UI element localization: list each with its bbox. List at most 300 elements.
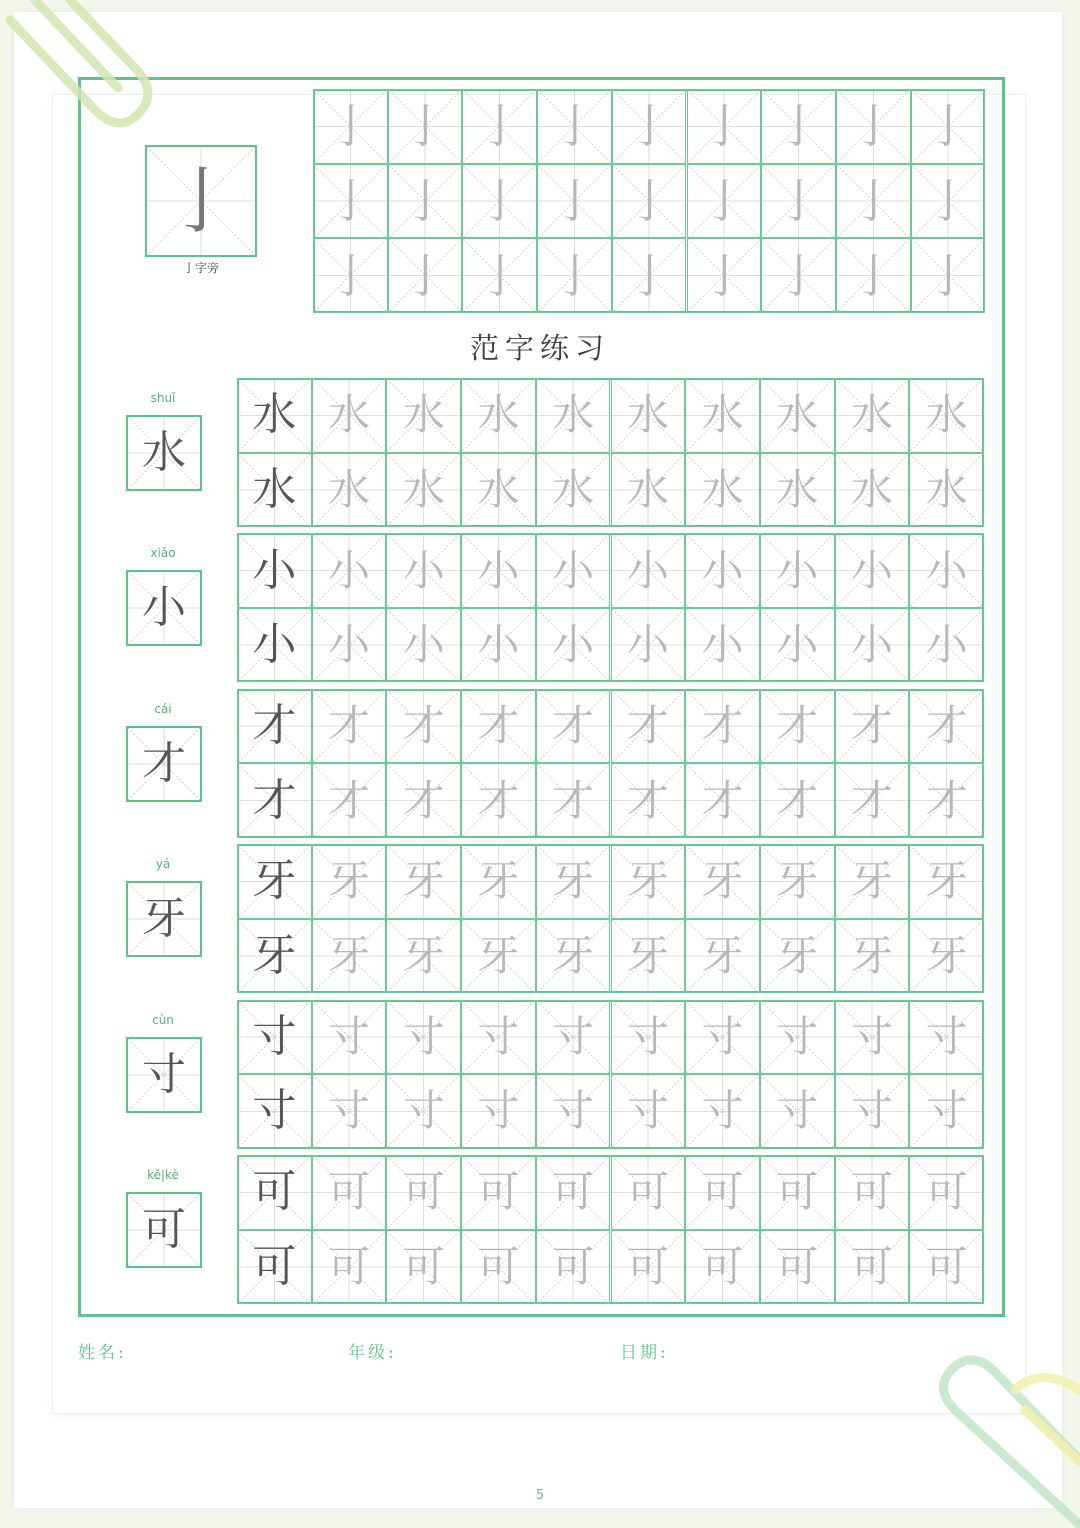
practice-cell [386, 689, 461, 764]
trace-char: 水 [328, 464, 371, 514]
trace-char: 才 [626, 701, 669, 751]
practice-cell [685, 1230, 760, 1305]
radical-trace-char: 亅 [476, 174, 523, 229]
practice-cell [461, 1155, 536, 1230]
trace-char: 牙 [850, 856, 893, 906]
practice-cell [835, 378, 910, 453]
trace-char: 可 [328, 1241, 371, 1291]
practice-cell [835, 763, 910, 838]
practice-cell [909, 533, 984, 608]
practice-cell [237, 1230, 312, 1305]
trace-char: 牙 [477, 856, 520, 906]
radical-trace-char: 亅 [700, 174, 747, 229]
trace-char: 小 [477, 620, 520, 670]
trace-char: 寸 [776, 1086, 819, 1136]
practice-cell [909, 1000, 984, 1075]
model-char: 牙 [252, 929, 297, 981]
practice-cell [835, 1230, 910, 1305]
trace-char: 可 [552, 1241, 595, 1291]
practice-cell [611, 608, 686, 683]
practice-cell [685, 453, 760, 528]
practice-cell [237, 844, 312, 919]
trace-char: 小 [552, 620, 595, 670]
trace-char: 小 [701, 545, 744, 595]
pinyin-label: kě|kè [147, 1168, 179, 1182]
practice-cell [611, 453, 686, 528]
model-char: 寸 [252, 1010, 297, 1062]
practice-cell [461, 453, 536, 528]
radical-trace-char: 亅 [551, 99, 598, 154]
trace-char: 寸 [850, 1086, 893, 1136]
practice-cell [611, 1074, 686, 1149]
practice-cell [237, 378, 312, 453]
radical-trace-char: 亅 [850, 174, 897, 229]
practice-cell [388, 164, 463, 239]
practice-cell [909, 608, 984, 683]
practice-cell [909, 919, 984, 994]
practice-cell [237, 608, 312, 683]
trace-char: 牙 [776, 856, 819, 906]
practice-cell [611, 844, 686, 919]
practice-cell [909, 1155, 984, 1230]
practice-cell [611, 1230, 686, 1305]
example-char: 可 [142, 1204, 186, 1255]
practice-cell [835, 1074, 910, 1149]
radical-trace-char: 亅 [775, 99, 822, 154]
radical-trace-char: 亅 [402, 174, 449, 229]
trace-char: 可 [477, 1167, 520, 1217]
practice-cell [312, 844, 387, 919]
practice-cell [462, 89, 537, 164]
trace-char: 牙 [701, 930, 744, 980]
page-number: 5 [535, 1488, 545, 1503]
practice-cell [237, 763, 312, 838]
radical-trace-char: 亅 [626, 174, 673, 229]
trace-char: 小 [402, 620, 445, 670]
practice-cell [388, 238, 463, 313]
trace-char: 水 [552, 390, 595, 440]
trace-char: 可 [776, 1167, 819, 1217]
practice-cell [611, 533, 686, 608]
trace-char: 牙 [701, 856, 744, 906]
practice-cell [687, 89, 762, 164]
trace-char: 牙 [925, 856, 968, 906]
radical-trace-char: 亅 [327, 99, 374, 154]
practice-cell [835, 919, 910, 994]
trace-char: 可 [626, 1241, 669, 1291]
practice-cell [911, 238, 986, 313]
practice-cell [312, 919, 387, 994]
practice-cell [386, 844, 461, 919]
practice-cell [386, 1074, 461, 1149]
practice-cell [760, 608, 835, 683]
trace-char: 水 [552, 464, 595, 514]
practice-cell [312, 689, 387, 764]
practice-cell [685, 608, 760, 683]
trace-char: 牙 [402, 856, 445, 906]
practice-cell [909, 844, 984, 919]
practice-cell [536, 689, 611, 764]
trace-char: 寸 [402, 1086, 445, 1136]
model-char: 水 [252, 389, 297, 441]
practice-cell [911, 89, 986, 164]
trace-char: 水 [850, 390, 893, 440]
trace-char: 寸 [477, 1011, 520, 1061]
example-char-box [126, 415, 202, 491]
practice-cell [461, 378, 536, 453]
trace-char: 水 [626, 464, 669, 514]
practice-cell [386, 763, 461, 838]
practice-cell [537, 89, 612, 164]
trace-char: 寸 [925, 1011, 968, 1061]
model-char: 才 [252, 700, 297, 752]
practice-cell [685, 378, 760, 453]
trace-char: 小 [925, 620, 968, 670]
practice-cell [312, 763, 387, 838]
practice-cell [835, 453, 910, 528]
date-label: 日期: [620, 1343, 669, 1363]
practice-cell [611, 1155, 686, 1230]
trace-char: 小 [776, 620, 819, 670]
practice-cell [760, 378, 835, 453]
practice-cell [386, 1230, 461, 1305]
trace-char: 小 [328, 545, 371, 595]
trace-char: 可 [626, 1167, 669, 1217]
example-char: 小 [142, 582, 186, 634]
trace-char: 水 [701, 390, 744, 440]
radical-char: 亅 [164, 159, 237, 243]
trace-char: 可 [925, 1167, 968, 1217]
practice-cell [760, 1074, 835, 1149]
radical-trace-char: 亅 [924, 248, 971, 303]
trace-char: 牙 [850, 930, 893, 980]
pinyin-label: cùn [152, 1012, 174, 1027]
trace-char: 才 [328, 701, 371, 751]
trace-char: 才 [552, 775, 595, 825]
practice-cell [386, 1155, 461, 1230]
trace-char: 可 [402, 1241, 445, 1291]
trace-char: 水 [776, 390, 819, 440]
trace-char: 水 [328, 390, 371, 440]
practice-cell [462, 164, 537, 239]
pinyin-label: shuǐ [150, 391, 176, 405]
trace-char: 牙 [402, 930, 445, 980]
practice-cell [536, 608, 611, 683]
practice-cell [312, 1155, 387, 1230]
trace-char: 可 [850, 1241, 893, 1291]
practice-cell [611, 919, 686, 994]
trace-char: 水 [402, 464, 445, 514]
trace-char: 才 [402, 701, 445, 751]
trace-char: 寸 [477, 1086, 520, 1136]
section-title: 范字练习 [469, 331, 610, 365]
radical-trace-char: 亅 [626, 248, 673, 303]
practice-cell [312, 1000, 387, 1075]
practice-cell [237, 1000, 312, 1075]
trace-char: 可 [776, 1241, 819, 1291]
practice-cell [237, 919, 312, 994]
trace-char: 可 [328, 1167, 371, 1217]
trace-char: 水 [925, 390, 968, 440]
trace-char: 水 [776, 464, 819, 514]
practice-cell [687, 238, 762, 313]
trace-char: 水 [925, 464, 968, 514]
radical-trace-char: 亅 [924, 174, 971, 229]
practice-cell [536, 453, 611, 528]
trace-char: 牙 [626, 856, 669, 906]
model-char: 牙 [252, 855, 297, 907]
pinyin-label: xiǎo [150, 546, 176, 561]
practice-cell [612, 164, 687, 239]
radical-example-cell [145, 145, 257, 257]
practice-cell [461, 608, 536, 683]
example-char-box [126, 1192, 202, 1268]
example-char: 牙 [142, 893, 186, 945]
trace-char: 牙 [776, 930, 819, 980]
example-char: 才 [142, 737, 186, 789]
model-char: 才 [252, 774, 297, 826]
trace-char: 小 [402, 545, 445, 595]
practice-cell [611, 378, 686, 453]
example-char-box [126, 1037, 202, 1113]
trace-char: 寸 [850, 1011, 893, 1061]
trace-char: 牙 [477, 930, 520, 980]
practice-cell [313, 238, 388, 313]
trace-char: 可 [850, 1167, 893, 1217]
radical-trace-char: 亅 [551, 174, 598, 229]
practice-cell [687, 164, 762, 239]
practice-cell [386, 533, 461, 608]
trace-char: 寸 [626, 1011, 669, 1061]
trace-char: 才 [850, 775, 893, 825]
practice-cell [836, 164, 911, 239]
trace-char: 才 [552, 701, 595, 751]
practice-cell [760, 844, 835, 919]
radical-trace-char: 亅 [551, 248, 598, 303]
trace-char: 小 [626, 545, 669, 595]
practice-cell [685, 1155, 760, 1230]
trace-char: 水 [477, 464, 520, 514]
practice-cell [611, 763, 686, 838]
practice-cell [685, 1000, 760, 1075]
example-char-box [126, 570, 202, 646]
radical-trace-char: 亅 [327, 248, 374, 303]
trace-char: 可 [701, 1241, 744, 1291]
trace-char: 水 [850, 464, 893, 514]
practice-cell [461, 844, 536, 919]
practice-cell [685, 763, 760, 838]
name-label: 姓名: [78, 1343, 127, 1363]
practice-cell [909, 763, 984, 838]
practice-cell [537, 164, 612, 239]
trace-char: 水 [402, 390, 445, 440]
trace-char: 水 [701, 464, 744, 514]
trace-char: 才 [701, 775, 744, 825]
practice-cell [386, 919, 461, 994]
practice-cell [909, 689, 984, 764]
trace-char: 才 [925, 775, 968, 825]
practice-cell [760, 453, 835, 528]
trace-char: 寸 [776, 1011, 819, 1061]
radical-trace-char: 亅 [327, 174, 374, 229]
trace-char: 小 [776, 545, 819, 595]
practice-cell [536, 1155, 611, 1230]
trace-char: 可 [477, 1241, 520, 1291]
trace-char: 小 [850, 545, 893, 595]
radical-trace-char: 亅 [775, 174, 822, 229]
trace-char: 才 [776, 775, 819, 825]
practice-cell [461, 689, 536, 764]
trace-char: 小 [626, 620, 669, 670]
practice-cell [685, 844, 760, 919]
trace-char: 可 [701, 1167, 744, 1217]
practice-cell [612, 238, 687, 313]
trace-char: 小 [925, 545, 968, 595]
trace-char: 寸 [402, 1011, 445, 1061]
practice-cell [536, 378, 611, 453]
practice-cell [461, 1000, 536, 1075]
practice-cell [835, 1000, 910, 1075]
practice-cell [685, 689, 760, 764]
practice-cell [237, 453, 312, 528]
practice-cell [760, 1155, 835, 1230]
practice-cell [760, 919, 835, 994]
trace-char: 才 [477, 701, 520, 751]
practice-cell [461, 919, 536, 994]
practice-cell [536, 533, 611, 608]
practice-cell [909, 378, 984, 453]
practice-cell [909, 1230, 984, 1305]
practice-cell [536, 1230, 611, 1305]
practice-cell [835, 1155, 910, 1230]
practice-cell [835, 608, 910, 683]
model-char: 寸 [252, 1085, 297, 1137]
practice-cell [685, 533, 760, 608]
model-char: 可 [252, 1240, 297, 1292]
practice-cell [685, 1074, 760, 1149]
trace-char: 才 [477, 775, 520, 825]
trace-char: 寸 [701, 1011, 744, 1061]
trace-char: 小 [701, 620, 744, 670]
practice-cell [386, 608, 461, 683]
trace-char: 寸 [328, 1086, 371, 1136]
practice-cell [835, 689, 910, 764]
practice-cell [909, 1074, 984, 1149]
trace-char: 才 [925, 701, 968, 751]
example-char: 水 [142, 427, 186, 478]
trace-char: 小 [477, 545, 520, 595]
trace-char: 牙 [552, 930, 595, 980]
practice-cell [313, 164, 388, 239]
radical-trace-char: 亅 [850, 248, 897, 303]
radical-trace-char: 亅 [476, 99, 523, 154]
trace-char: 才 [328, 775, 371, 825]
practice-cell [537, 238, 612, 313]
trace-char: 小 [328, 620, 371, 670]
practice-cell [386, 378, 461, 453]
practice-cell [909, 453, 984, 528]
practice-cell [386, 1000, 461, 1075]
practice-cell [611, 689, 686, 764]
trace-char: 牙 [626, 930, 669, 980]
practice-cell [536, 844, 611, 919]
practice-cell [611, 1000, 686, 1075]
practice-cell [536, 1074, 611, 1149]
trace-char: 寸 [701, 1086, 744, 1136]
model-char: 小 [252, 544, 297, 596]
trace-char: 可 [402, 1167, 445, 1217]
trace-char: 可 [552, 1167, 595, 1217]
trace-char: 牙 [925, 930, 968, 980]
practice-cell [237, 533, 312, 608]
practice-cell [312, 1074, 387, 1149]
trace-char: 寸 [925, 1086, 968, 1136]
practice-cell [835, 533, 910, 608]
trace-char: 才 [850, 701, 893, 751]
trace-char: 寸 [328, 1011, 371, 1061]
practice-cell [911, 164, 986, 239]
trace-char: 水 [477, 390, 520, 440]
practice-cell [461, 1230, 536, 1305]
pinyin-label: cái [154, 701, 172, 716]
radical-trace-char: 亅 [924, 99, 971, 154]
practice-cell [760, 1230, 835, 1305]
practice-cell [386, 453, 461, 528]
practice-cell [237, 1155, 312, 1230]
practice-cell [836, 238, 911, 313]
practice-cell [835, 844, 910, 919]
model-char: 小 [252, 619, 297, 671]
radical-trace-char: 亅 [626, 99, 673, 154]
model-char: 水 [252, 463, 297, 515]
example-char-box [126, 881, 202, 957]
practice-cell [836, 89, 911, 164]
practice-cell [461, 533, 536, 608]
practice-cell [760, 533, 835, 608]
practice-cell [237, 689, 312, 764]
radical-trace-char: 亅 [850, 99, 897, 154]
pinyin-label: yá [155, 857, 171, 872]
practice-cell [388, 89, 463, 164]
practice-cell [761, 89, 836, 164]
trace-char: 寸 [552, 1011, 595, 1061]
trace-char: 小 [850, 620, 893, 670]
practice-cell [685, 919, 760, 994]
practice-cell [461, 763, 536, 838]
trace-char: 才 [402, 775, 445, 825]
trace-char: 可 [925, 1241, 968, 1291]
practice-cell [312, 1230, 387, 1305]
radical-trace-char: 亅 [700, 248, 747, 303]
trace-char: 寸 [626, 1086, 669, 1136]
radical-trace-char: 亅 [476, 248, 523, 303]
practice-cell [536, 919, 611, 994]
trace-char: 牙 [328, 930, 371, 980]
trace-char: 才 [776, 701, 819, 751]
practice-cell [312, 533, 387, 608]
trace-char: 牙 [328, 856, 371, 906]
example-char: 寸 [142, 1048, 186, 1100]
practice-cell [760, 763, 835, 838]
practice-cell [761, 164, 836, 239]
trace-char: 才 [701, 701, 744, 751]
trace-char: 牙 [552, 856, 595, 906]
trace-char: 才 [626, 775, 669, 825]
trace-char: 寸 [552, 1086, 595, 1136]
practice-cell [312, 453, 387, 528]
radical-trace-char: 亅 [775, 248, 822, 303]
practice-cell [760, 689, 835, 764]
